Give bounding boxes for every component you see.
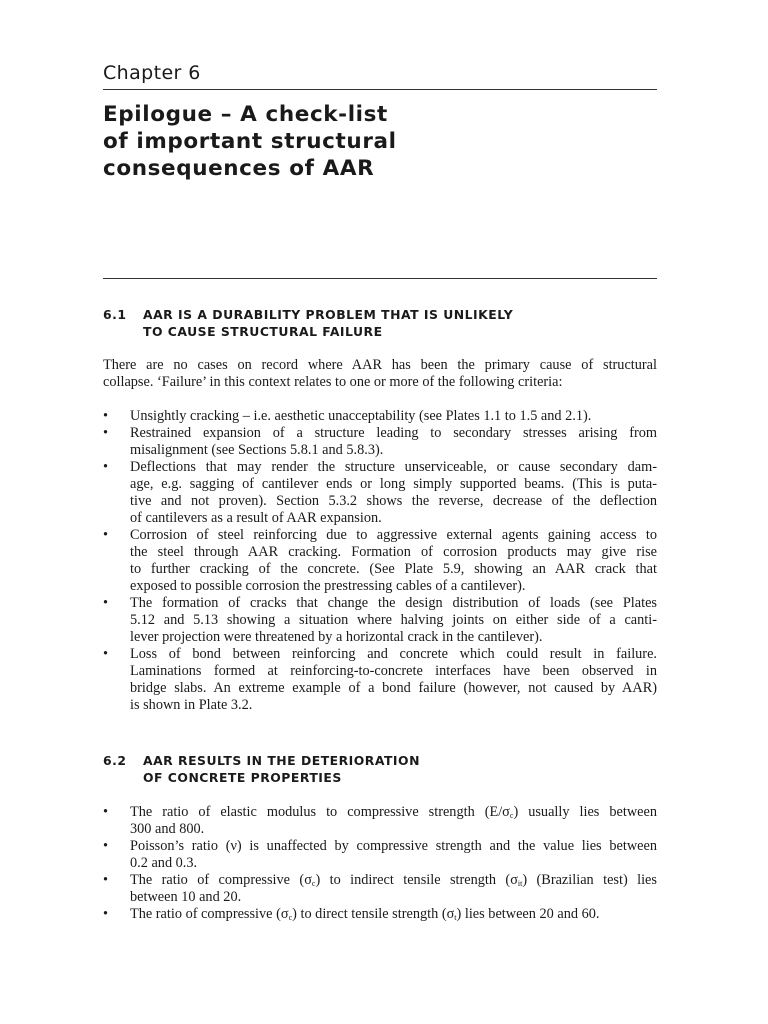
chapter-rule-bottom	[103, 278, 657, 279]
bullet-icon: •	[103, 595, 109, 611]
list-item-line: the steel through AAR cracking. Formation of corrosion products may give rise	[130, 544, 657, 560]
list-item	[103, 906, 657, 923]
list-item	[103, 459, 657, 527]
list-item-line: Poisson’s ratio (ν) is unaffected by compressive strength and the value lies between	[130, 838, 657, 854]
list-item	[103, 408, 657, 425]
chapter-title-line: consequences of AAR	[103, 156, 375, 181]
list-item-line: of cantilevers as a result of AAR expansion.	[130, 510, 382, 526]
list-item-line: Laminations formed at reinforcing-to-concrete interfaces have been observed in	[130, 663, 657, 679]
list-item-line: Deflections that may render the structure unserviceable, or cause secondary dam-	[130, 459, 657, 475]
subscript: c	[509, 811, 514, 820]
section-number: 6.1	[103, 307, 127, 322]
list-item-line: between 10 and 20.	[130, 889, 242, 905]
list-item-line: 300 and 800.	[130, 821, 205, 837]
bullet-icon: •	[103, 459, 109, 475]
section-heading-line: AAR RESULTS IN THE DETERIORATION	[143, 753, 420, 768]
bullet-icon: •	[103, 838, 109, 854]
list-item-line: to further cracking of the concrete. (See Plate 5.9, showing an AAR crack that	[130, 561, 657, 577]
section-6-1-criteria-list	[103, 408, 657, 714]
paragraph-line: There are no cases on record where AAR has been the primary cause of structural	[103, 357, 657, 373]
list-item	[103, 872, 657, 906]
section-heading-line: OF CONCRETE PROPERTIES	[143, 770, 342, 785]
section-heading-line: TO CAUSE STRUCTURAL FAILURE	[143, 324, 383, 339]
text-run: ) to direct tensile strength (σ	[292, 906, 455, 922]
section-number: 6.2	[103, 753, 127, 768]
list-item	[103, 595, 657, 646]
text-run: The ratio of elastic modulus to compressive strength (E/σ	[130, 804, 510, 820]
subscript: c	[311, 879, 316, 888]
bullet-icon: •	[103, 408, 109, 424]
text-run: The ratio of compressive (σ	[130, 872, 312, 888]
list-item-line: 5.12 and 5.13 showing a situation where halving joints on either side of a canti-	[130, 612, 657, 628]
text-run: The ratio of compressive (σ	[130, 906, 289, 922]
list-item-line: Unsightly cracking – i.e. aesthetic unacceptability (see Plates 1.1 to 1.5 and 2.1).	[130, 408, 592, 424]
list-item-line: tive and not proven). Section 5.3.2 shows the reverse, decrease of the deflection	[130, 493, 657, 509]
chapter-title-line: of important structural	[103, 129, 397, 154]
bullet-icon: •	[103, 425, 109, 441]
list-item-line: Loss of bond between reinforcing and concrete which could result in failure.	[130, 646, 657, 662]
list-item-line: exposed to possible corrosion the prestressing cables of a cantilever).	[130, 578, 526, 594]
list-item-line	[130, 804, 657, 821]
bullet-icon: •	[103, 906, 109, 922]
text-run: ) usually lies between	[513, 804, 657, 820]
list-item-line	[130, 872, 657, 889]
chapter-title	[103, 101, 657, 182]
list-item-line: Corrosion of steel reinforcing due to aggressive external agents gaining access to	[130, 527, 657, 543]
text-run: ) to indirect tensile strength (σ	[315, 872, 518, 888]
section-heading-line: AAR IS A DURABILITY PROBLEM THAT IS UNLIKELY	[143, 307, 514, 322]
list-item-line: The formation of cracks that change the design distribution of loads (see Plates	[130, 595, 657, 611]
list-item	[103, 646, 657, 714]
bullet-icon: •	[103, 646, 109, 662]
chapter-label: Chapter 6	[103, 62, 201, 84]
list-item	[103, 425, 657, 459]
text-run: ) (Brazilian test) lies	[522, 872, 657, 888]
list-item-line: 0.2 and 0.3.	[130, 855, 198, 871]
section-6-2-properties-list	[103, 804, 657, 923]
bullet-icon: •	[103, 872, 109, 888]
chapter-title-line: Epilogue – A check-list	[103, 102, 388, 127]
list-item-line: bridge slabs. An extreme example of a bond failure (however, not caused by AAR)	[130, 680, 657, 696]
section-6-1-intro	[103, 357, 657, 391]
list-item	[103, 838, 657, 872]
subscript: it	[517, 879, 523, 888]
bullet-icon: •	[103, 527, 109, 543]
chapter-rule-top	[103, 89, 657, 90]
list-item	[103, 804, 657, 838]
list-item-line: misalignment (see Sections 5.8.1 and 5.8.3).	[130, 442, 384, 458]
list-item	[103, 527, 657, 595]
list-item-line: age, e.g. sagging of cantilever ends or long simply supported beams. (This is puta-	[130, 476, 657, 492]
paragraph-line: collapse. ‘Failure’ in this context relates to one or more of the following criteria:	[103, 374, 563, 390]
list-item-line	[130, 906, 657, 923]
subscript: c	[288, 913, 293, 922]
list-item-line: lever projection were threatened by a horizontal crack in the cantilever).	[130, 629, 543, 645]
text-run: ) lies between 20 and 60.	[456, 906, 600, 922]
list-item-line: is shown in Plate 3.2.	[130, 697, 253, 713]
list-item-line: Restrained expansion of a structure leading to secondary stresses arising from	[130, 425, 657, 441]
bullet-icon: •	[103, 804, 109, 820]
subscript: t	[454, 913, 457, 922]
